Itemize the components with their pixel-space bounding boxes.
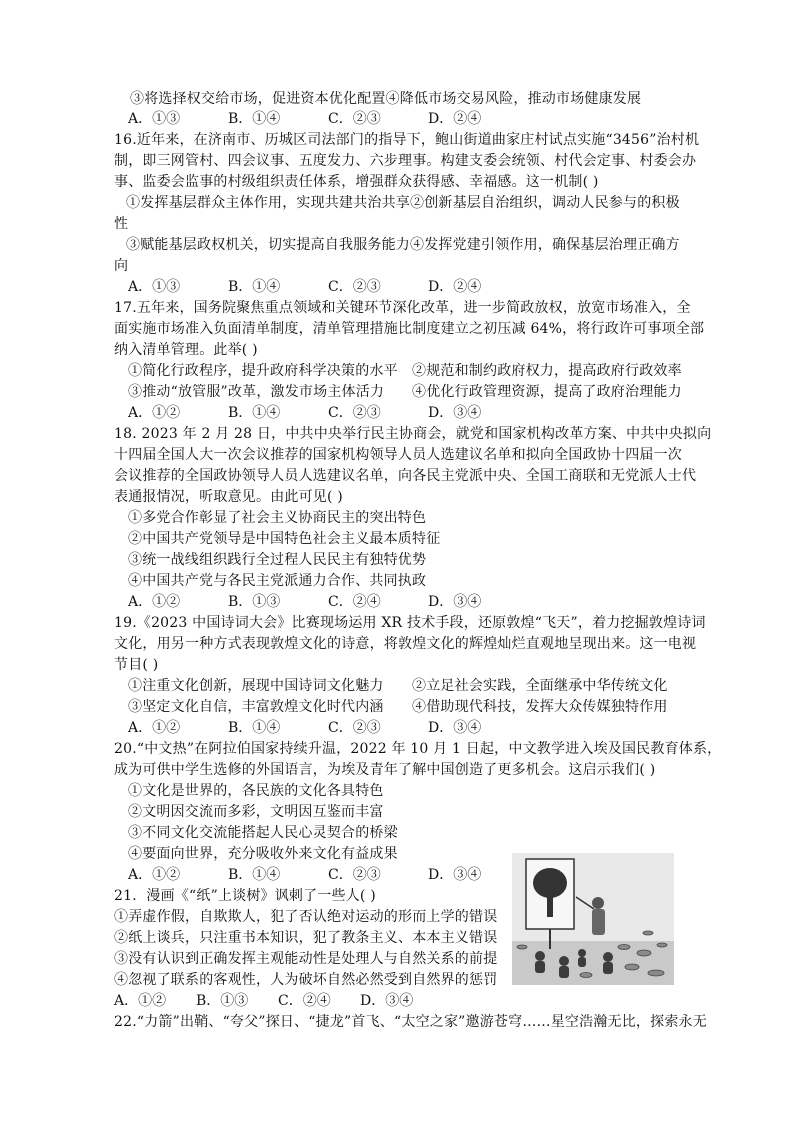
- q17-choice-4: ④优化行政管理资源，提高了政府治理能力: [412, 384, 682, 400]
- option-a[interactable]: A．①②: [128, 867, 181, 883]
- q18-stem-line: 会议推荐的全国政协领导人员人选建议名单，向各民主党派中央、全国工商联和无党派人士代: [114, 468, 697, 484]
- q17-stem-line: 纳入清单管理。此举( ): [114, 342, 258, 358]
- q19-choice-3: ③坚定文化自信，丰富敦煌文化时代内涵: [128, 699, 384, 715]
- q21-choice-line: ③没有认识到正确发挥主观能动性是处理人与自然关系的前提: [114, 951, 498, 967]
- q19-options: [128, 718, 481, 738]
- q20-stem-line: 成为可供中学生选修的外国语言，为埃及青年了解中国创造了更多机会。这启示我们( ): [114, 762, 656, 778]
- option-c[interactable]: C．②③: [328, 720, 381, 736]
- q19-stem-line: 节目( ): [114, 657, 159, 673]
- q15-options: [128, 109, 481, 129]
- q16-choice-line: ①发挥基层群众主体作用，实现共建共治共享②创新基层自治组织，调动人民参与的积极: [126, 195, 680, 211]
- q19-stem-line: 19.《2023 中国诗词大会》比赛现场运用 XR 技术手段，还原敦煌“飞天”，着力挖掘敦煌诗词: [114, 615, 706, 631]
- q17-stem-line: 17.五年来，国务院聚焦重点领域和关键环节深化改革，进一步简政放权，放宽市场准入，全: [114, 300, 691, 316]
- option-b[interactable]: B．①④: [228, 867, 281, 883]
- q19-stem-line: 文化，用另一种方式表现敦煌文化的诗意，将敦煌文化的辉煌灿烂直观地呈现出来。这一电视: [114, 636, 697, 652]
- q16-stem-line: 16.近年来，在济南市、历城区司法部门的指导下，鲍山街道曲家庄村试点实施“3456”治村机: [114, 132, 700, 148]
- q17-choice-2: ②规范和制约政府权力，提高政府行政效率: [412, 363, 682, 379]
- q21-choice-line: ①弄虚作假，自欺欺人，犯了否认绝对运动的形而上学的错误: [114, 909, 498, 925]
- q18-choice-line: ②中国共产党领导是中国特色社会主义最本质特征: [128, 531, 441, 547]
- q15-choice-line: ③将选择权交给市场，促进资本优化配置④降低市场交易风险，推动市场健康发展: [130, 91, 642, 107]
- option-c[interactable]: C．②③: [328, 405, 381, 421]
- option-b[interactable]: B．①④: [228, 279, 281, 295]
- option-c[interactable]: C．②③: [328, 111, 381, 127]
- q19-choice-1: ①注重文化创新，展现中国诗词文化魅力: [128, 678, 384, 694]
- q17-choice-3: ③推动“放管服”改革，激发市场主体活力: [128, 384, 385, 400]
- option-a[interactable]: A．①②: [128, 720, 181, 736]
- option-d[interactable]: D．③④: [428, 405, 482, 421]
- drawn-tree-trunk: [547, 895, 553, 917]
- q18-stem-line: 18. 2023 年 2 月 28 日，中共中央举行民主协商会，就党和国家机构改革方案、中共中央拟向: [114, 426, 712, 442]
- option-c[interactable]: C．②④: [328, 594, 381, 610]
- q18-stem-line: 表通报情况，听取意见。由此可见( ): [114, 489, 343, 505]
- q21-options: [114, 991, 413, 1011]
- drawn-tree-crown: [533, 868, 567, 898]
- option-c[interactable]: C．②③: [328, 867, 381, 883]
- option-d[interactable]: D．③④: [360, 993, 414, 1009]
- q19-choice-2: ②立足社会实践，全面继承中华传统文化: [412, 678, 668, 694]
- q18-options: [128, 592, 481, 612]
- option-a[interactable]: A．①③: [128, 279, 181, 295]
- cartoon-paper-tree-image: [512, 853, 674, 985]
- option-d[interactable]: D．③④: [428, 720, 482, 736]
- q19-choice-4: ④借助现代科技，发挥大众传媒独特作用: [412, 699, 668, 715]
- q20-stem-line: 20.“中文热”在阿拉伯国家持续升温，2022 年 10 月 1 日起，中文教学进入埃及国民教育体系，: [114, 741, 722, 757]
- option-a[interactable]: A．①②: [128, 405, 181, 421]
- q16-stem-line: 事、监委会监事的村级组织责任体系，增强群众获得感、幸福感。这一机制( ): [114, 174, 599, 190]
- q20-choice-line: ①文化是世界的，各民族的文化各具特色: [128, 783, 384, 799]
- q18-choice-line: ④中国共产党与各民主党派通力合作、共同执政: [128, 573, 427, 589]
- q17-stem-line: 面实施市场准入负面清单制度，清单管理措施比制度建立之初压减 64%，将行政许可事项全部: [114, 321, 705, 337]
- option-c[interactable]: C．②③: [328, 279, 381, 295]
- q20-choice-line: ④要面向世界，充分吸收外来文化有益成果: [128, 846, 398, 862]
- q21-choice-line: ②纸上谈兵，只注重书本知识，犯了教条主义、本本主义错误: [114, 930, 498, 946]
- option-b[interactable]: B．①④: [228, 111, 281, 127]
- option-b[interactable]: B．①③: [228, 594, 281, 610]
- q18-choice-line: ①多党合作彰显了社会主义协商民主的突出特色: [128, 510, 427, 526]
- option-d[interactable]: D．②④: [428, 111, 482, 127]
- q16-choice-line: 性: [114, 216, 129, 232]
- option-a[interactable]: A．①②: [128, 594, 181, 610]
- q18-stem-line: 十四届全国人大一次会议推荐的国家机构领导人员人选建议名单和拟向全国政协十四届一次: [114, 447, 682, 463]
- q20-choice-line: ②文明因交流而多彩，文明因互鉴而丰富: [128, 804, 384, 820]
- teacher-body: [592, 909, 605, 935]
- option-c[interactable]: C．②④: [278, 993, 331, 1009]
- option-d[interactable]: D．③④: [428, 594, 482, 610]
- q16-choice-line: ③赋能基层政权机关，切实提高自我服务能力④发挥党建引领作用，确保基层治理正确方: [126, 237, 680, 253]
- q20-choice-line: ③不同文化交流能搭起人民心灵契合的桥梁: [128, 825, 398, 841]
- option-a[interactable]: A．①③: [128, 111, 181, 127]
- option-b[interactable]: B．①③: [196, 993, 249, 1009]
- option-d[interactable]: D．③④: [428, 867, 482, 883]
- q17-choice-1: ①简化行政程序，提升政府科学决策的水平: [128, 363, 398, 379]
- q16-stem-line: 制，即三网管村、四会议事、五度发力、六步理事。构建支委会统领、村代会定事、村委会办: [114, 153, 697, 169]
- q16-options: [128, 277, 481, 297]
- option-b[interactable]: B．①④: [228, 720, 281, 736]
- q22-stem-line: 22.“力箭”出鞘、“夸父”探日、“捷龙”首飞、“太空之家”邀游苍穹……星空浩瀚无比，探索永无: [114, 1014, 707, 1030]
- teacher-head: [592, 897, 604, 909]
- q21-choice-line: ④忽视了联系的客观性，人为破坏自然必然受到自然界的惩罚: [114, 972, 498, 988]
- q20-options: [128, 865, 481, 885]
- q21-stem-line: 21．漫画《“纸”上谈树》讽刺了一些人( ): [114, 888, 376, 904]
- q16-choice-line: 向: [114, 258, 129, 274]
- option-d[interactable]: D．②④: [428, 279, 482, 295]
- q18-choice-line: ③统一战线组织践行全过程人民民主有独特优势: [128, 552, 427, 568]
- q17-options: [128, 403, 481, 423]
- option-b[interactable]: B．①④: [228, 405, 281, 421]
- option-a[interactable]: A．①②: [114, 993, 167, 1009]
